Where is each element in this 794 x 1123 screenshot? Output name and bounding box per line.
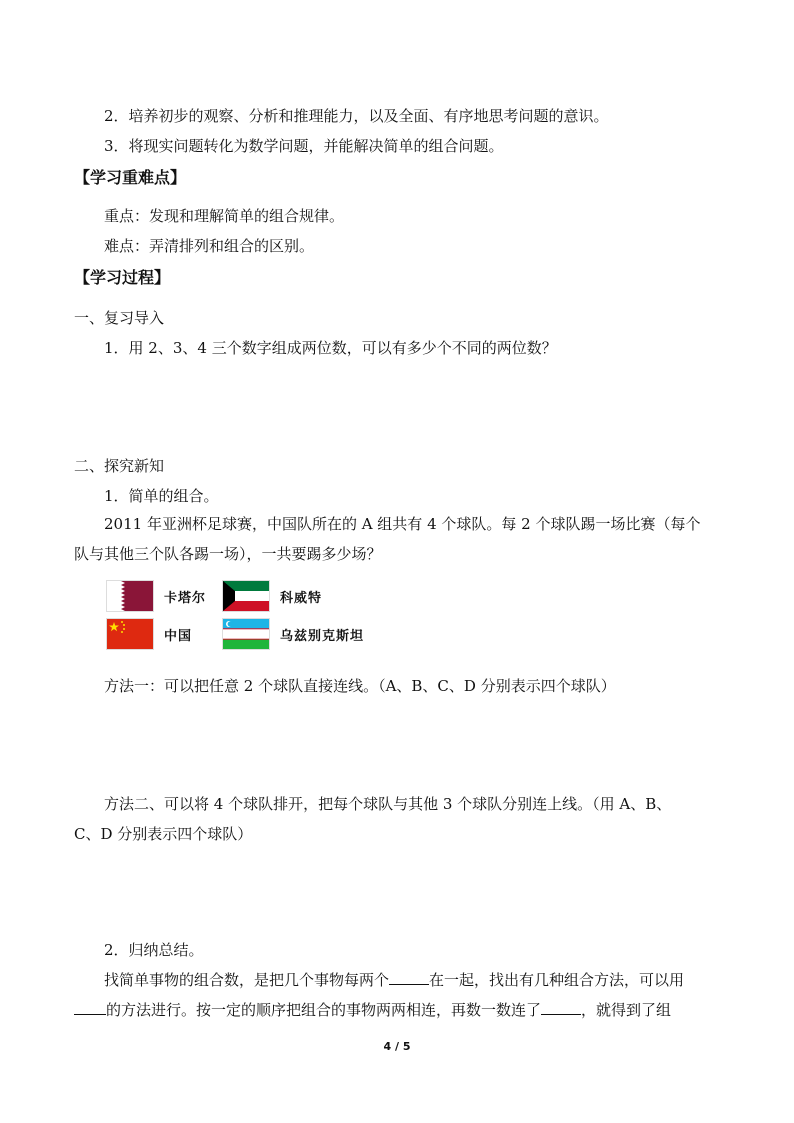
team-qatar [106,580,206,612]
explore-title: 二、探究新知 [74,457,165,475]
process-heading: 【学习过程】 [74,268,171,287]
team-uzbekistan [222,618,364,650]
team-label-uzbekistan: 乌兹别克斯坦 [280,628,365,644]
team-china [106,618,192,650]
problem-line-2: 队与其他三个队各踢一场），一共要踢多少场？ [74,545,382,563]
key-point-focus: 重点：发现和理解简单的组合规律。 [104,207,345,225]
team-label-kuwait: 科威特 [280,590,323,606]
fill-blank-2[interactable] [74,1000,106,1015]
problem-line-1: 2011 年亚洲杯足球赛，中国队所在的 A 组共有 4 个球队。每 2 个球队踢一场比赛（每个 [104,515,701,533]
team-kuwait [222,580,322,612]
qatar-flag-icon [106,580,154,612]
goal-item-3: 3．将现实问题转化为数学问题，并能解决简单的组合问题。 [104,137,504,155]
uzbekistan-flag-icon [222,618,270,650]
key-points-heading: 【学习重难点】 [74,168,187,187]
review-question-1: 1．用 2、3、4 三个数字组成两位数，可以有多少个不同的两位数？ [104,339,557,357]
method-2-line-2: C、D 分别表示四个球队） [74,825,253,843]
team-label-qatar: 卡塔尔 [164,590,207,606]
explore-sub-1: 1．简单的组合。 [104,487,219,505]
key-point-difficulty: 难点：弄清排列和组合的区别。 [104,237,315,255]
method-1: 方法一：可以把任意 2 个球队直接连线。（A、B、C、D 分别表示四个球队） [104,677,616,695]
china-flag-icon [106,618,154,650]
summary-text-d: ，就得到了组 [581,1001,672,1019]
explore-sub-2: 2．归纳总结。 [104,941,204,959]
fill-blank-3[interactable] [541,1000,581,1015]
goal-item-2: 2．培养初步的观察、分析和推理能力，以及全面、有序地思考问题的意识。 [104,107,609,125]
summary-line-2 [74,1000,671,1020]
review-title: 一、复习导入 [74,309,165,327]
team-label-china: 中国 [164,628,193,644]
page-number: 4 / 5 [383,1040,411,1053]
fill-blank-1[interactable] [389,970,429,985]
kuwait-flag-icon [222,580,270,612]
method-2-line-1: 方法二、可以将 4 个球队排开，把每个球队与其他 3 个球队分别连上线。（用 A、B、 [104,795,672,813]
summary-text-a: 找简单事物的组合数，是把几个事物每两个 [104,971,390,989]
summary-text-c: 的方法进行。按一定的顺序把组合的事物两两相连，再数一数连了 [106,1001,542,1019]
summary-line-1 [104,970,684,990]
summary-text-b: 在一起，找出有几种组合方法，可以用 [429,971,685,989]
